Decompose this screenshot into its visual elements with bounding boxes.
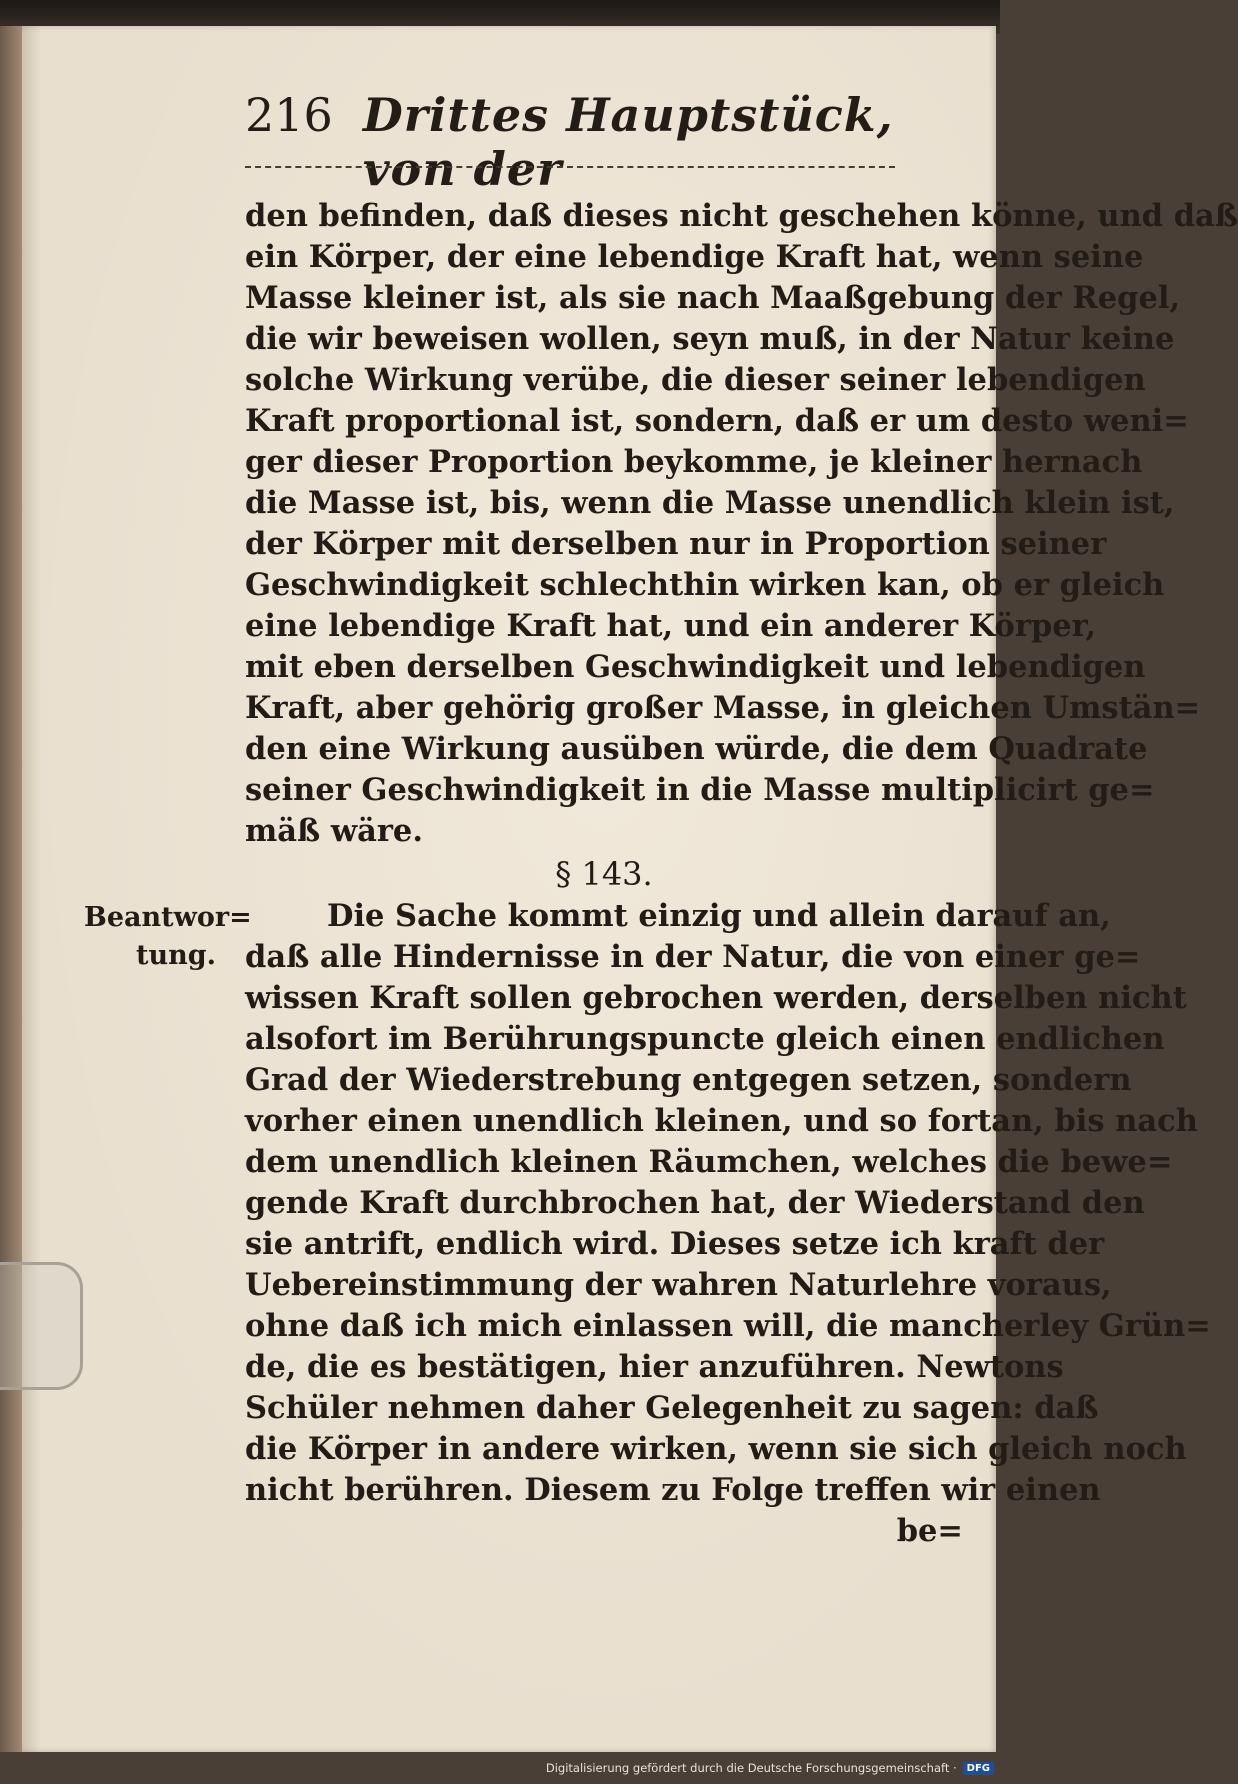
footer-credit: Digitalisierung gefördert durch die Deutsche Forschungsgemeinschaft ·	[545, 1761, 957, 1775]
text-line: den befinden, daß dieses nicht geschehen könne, und daß	[245, 198, 1238, 234]
catchword: be=	[896, 1513, 963, 1549]
text-line: eine lebendige Kraft hat, und ein anderer Körper,	[245, 608, 1097, 644]
text-line: solche Wirkung verübe, die dieser seiner lebendigen	[245, 362, 1146, 398]
digitization-footer	[546, 1758, 994, 1778]
text-line: de, die es bestätigen, hier anzuführen. Newtons	[245, 1349, 1064, 1385]
text-line: Geschwindigkeit schlechthin wirken kan, ob er gleich	[245, 567, 1165, 603]
text-line: wissen Kraft sollen gebrochen werden, derselben nicht	[245, 980, 1187, 1016]
text-line: der Körper mit derselben nur in Proportion seiner	[245, 526, 1107, 562]
text-line: die Körper in andere wirken, wenn sie sich gleich noch	[245, 1431, 1187, 1467]
text-line: Kraft, aber gehörig großer Masse, in gleichen Umstän=	[245, 690, 1201, 726]
text-line: Masse kleiner ist, als sie nach Maaßgebung der Regel,	[245, 280, 1181, 316]
text-line: Uebereinstimmung der wahren Naturlehre voraus,	[245, 1267, 1112, 1303]
text-line: die Masse ist, bis, wenn die Masse unendlich klein ist,	[245, 485, 1175, 521]
text-line: nicht berühren. Diesem zu Folge treffen wir einen	[245, 1472, 1101, 1508]
text-line: vorher einen unendlich kleinen, und so fortan, bis nach	[245, 1103, 1198, 1139]
text-line: ein Körper, der eine lebendige Kraft hat, wenn seine	[245, 239, 1144, 275]
text-line: mäß wäre.	[245, 813, 423, 849]
page-tab-mark	[0, 1262, 83, 1390]
paragraph-section-143	[245, 896, 1211, 1511]
marginal-note	[84, 899, 252, 975]
text-line: gende Kraft durchbrochen hat, der Wiederstand den	[245, 1185, 1145, 1221]
body-text	[245, 196, 1238, 1552]
book-spine-edge	[0, 26, 22, 1752]
text-line: alsofort im Berührungspuncte gleich einen endlichen	[245, 1021, 1165, 1057]
section-heading: § 143.	[555, 855, 653, 893]
page-number: 216	[245, 88, 333, 142]
text-line: die wir beweisen wollen, seyn muß, in der Natur keine	[245, 321, 1175, 357]
text-line: mit eben derselben Geschwindigkeit und lebendigen	[245, 649, 1146, 685]
text-line: dem unendlich kleinen Räumchen, welches die bewe=	[245, 1144, 1173, 1180]
text-line: den eine Wirkung ausüben würde, die dem Quadrate	[245, 731, 1148, 767]
text-line: daß alle Hindernisse in der Natur, die von einer ge=	[245, 939, 1141, 975]
header-rule	[245, 166, 895, 168]
text-line: Kraft proportional ist, sondern, daß er um desto weni=	[245, 403, 1189, 439]
running-head: Drittes Hauptstück, von der	[362, 88, 894, 196]
page-header	[245, 88, 900, 196]
text-line: Schüler nehmen daher Gelegenheit zu sagen: daß	[245, 1390, 1099, 1426]
dfg-logo-icon: DFG	[963, 1762, 994, 1775]
text-line: ger dieser Proportion beykomme, je kleiner hernach	[245, 444, 1143, 480]
marginal-note-line: tung.	[135, 940, 216, 971]
text-line: Die Sache kommt einzig und allein darauf an,	[327, 898, 1111, 934]
text-line: ohne daß ich mich einlassen will, die mancherley Grün=	[245, 1308, 1211, 1344]
paragraph-continuation	[245, 196, 1238, 852]
text-line: sie antrift, endlich wird. Dieses setze ich kraft der	[245, 1226, 1105, 1262]
text-line: Grad der Wiederstrebung entgegen setzen, sondern	[245, 1062, 1132, 1098]
text-line: seiner Geschwindigkeit in die Masse multiplicirt ge=	[245, 772, 1155, 808]
marginal-note-line: Beantwor=	[84, 902, 252, 933]
